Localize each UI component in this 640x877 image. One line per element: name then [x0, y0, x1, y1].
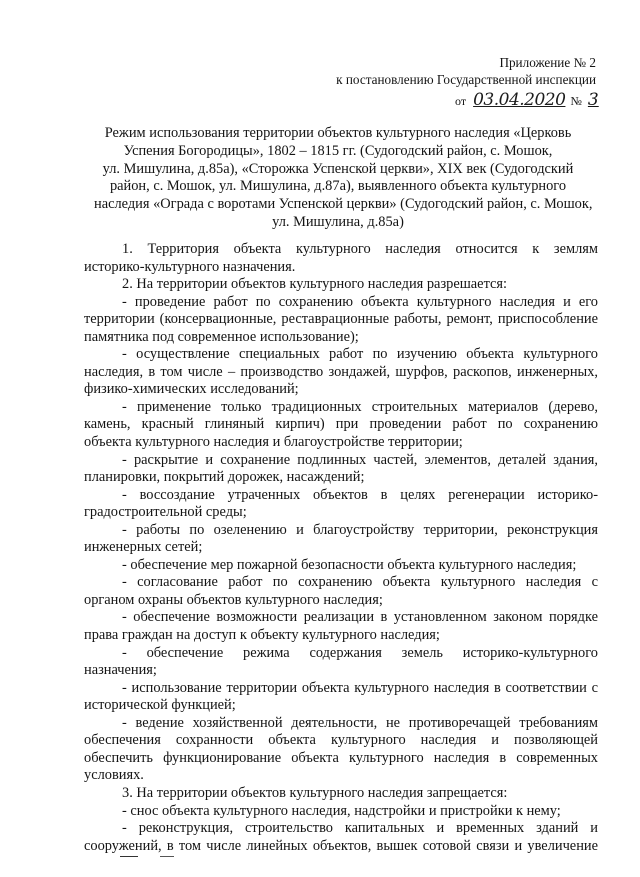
- body-line: - проведение работ по сохранению объекта культурного наследия и его: [122, 293, 598, 310]
- body-line: органом охраны объектов культурного наследия;: [84, 591, 383, 608]
- appendix-label: Приложение № 2: [499, 55, 596, 70]
- body-line: условиях.: [84, 767, 144, 784]
- title-line: Режим использования территории объектов культурного наследия «Церковь: [104, 125, 572, 141]
- body-line: исторической функцией;: [84, 697, 236, 714]
- number-label: №: [570, 94, 582, 108]
- document-title: [94, 125, 593, 232]
- body-line: обеспечения сохранности объекта культурного наследия и позволяющей: [84, 732, 598, 749]
- body-line: - ведение хозяйственной деятельности, не противоречащей требованиям: [122, 714, 598, 731]
- title-line: район, с. Мошок, ул. Мишулина, д.87а), выявленного объекта культурного: [109, 178, 567, 195]
- body-line: - реконструкция, строительство капитальных и временных зданий и: [122, 820, 598, 837]
- body-line: - обеспечение возможности реализации в установленном законом порядке: [122, 609, 598, 626]
- body-line: - согласование работ по сохранению объекта культурного наследия с: [122, 574, 598, 591]
- date-number-line: [455, 92, 599, 109]
- footer-mark: [120, 856, 138, 857]
- body-line: 2. На территории объектов культурного наследия разрешается:: [122, 276, 508, 293]
- body-line: - осуществление специальных работ по изучению объекта культурного: [122, 346, 598, 363]
- body-line: градостроительной среды;: [84, 504, 247, 521]
- body-line: камень, красный глиняный кирпич) при проведении работ по сохранению: [84, 416, 598, 433]
- title-line: ул. Мишулина, д.85а), «Сторожка Успенской церкви», XIX век (Судогодский: [102, 160, 574, 177]
- body-line: территории (консервационные, реставрационные работы, ремонт, приспособление: [84, 311, 598, 328]
- handwritten-date: 03.04.2020: [473, 90, 566, 110]
- body-line: - обеспечение мер пожарной безопасности объекта культурного наследия;: [122, 556, 577, 573]
- body-line: обеспечить функционирование объекта культурного наследия в современных: [84, 749, 598, 766]
- body-line: - работы по озеленению и благоустройству территории, реконструкция: [122, 521, 598, 538]
- title-line: Успения Богородицы», 1802 – 1815 гг. (Судогодский район, с. Мошок,: [123, 142, 553, 159]
- footer-mark: [160, 856, 174, 857]
- body-line: 1. Территория объекта культурного наследия относится к землям: [122, 241, 598, 257]
- ot-label: от: [455, 94, 467, 108]
- body-line: - обеспечение режима содержания земель историко-культурного: [122, 644, 598, 661]
- body-line: - воссоздание утраченных объектов в целях регенерации историко-: [122, 486, 598, 503]
- body-line: инженерных сетей;: [84, 539, 203, 556]
- body-line: назначения;: [84, 662, 157, 679]
- title-line: наследия «Ограда с воротами Успенской церкви» (Судогодский район, с. Мошок,: [94, 196, 593, 213]
- resolution-reference: к постановлению Государственной инспекции: [336, 72, 596, 87]
- body-line: планировки, покрытий дорожек, насаждений;: [84, 469, 365, 486]
- body-line: 3. На территории объектов культурного наследия запрещается:: [122, 784, 508, 801]
- body-line: объекта культурного наследия и благоустройстве территории;: [84, 434, 463, 451]
- body-line: - использование территории объекта культурного наследия в соответствии с: [122, 679, 598, 696]
- body-line: наследия, в том числе – производство зондажей, шурфов, раскопов, инженерных,: [84, 363, 598, 380]
- body-line: памятника под современное использование);: [84, 328, 359, 345]
- handwritten-number: 3: [587, 90, 599, 110]
- body-line: - применение только традиционных строительных материалов (дерево,: [122, 398, 598, 415]
- document-body: [84, 241, 598, 855]
- body-line: сооружений, в том числе линейных объектов, вышек сотовой связи и увеличение: [84, 837, 598, 854]
- body-line: физико-химических исследований;: [84, 381, 299, 398]
- body-line: права граждан на доступ к объекту культурного наследия;: [84, 627, 440, 644]
- body-line: историко-культурного назначения.: [84, 258, 296, 275]
- body-line: - снос объекта культурного наследия, надстройки и пристройки к нему;: [122, 802, 561, 819]
- body-line: - раскрытие и сохранение подлинных частей, элементов, деталей здания,: [122, 451, 598, 468]
- title-line: ул. Мишулина, д.85а): [272, 213, 404, 230]
